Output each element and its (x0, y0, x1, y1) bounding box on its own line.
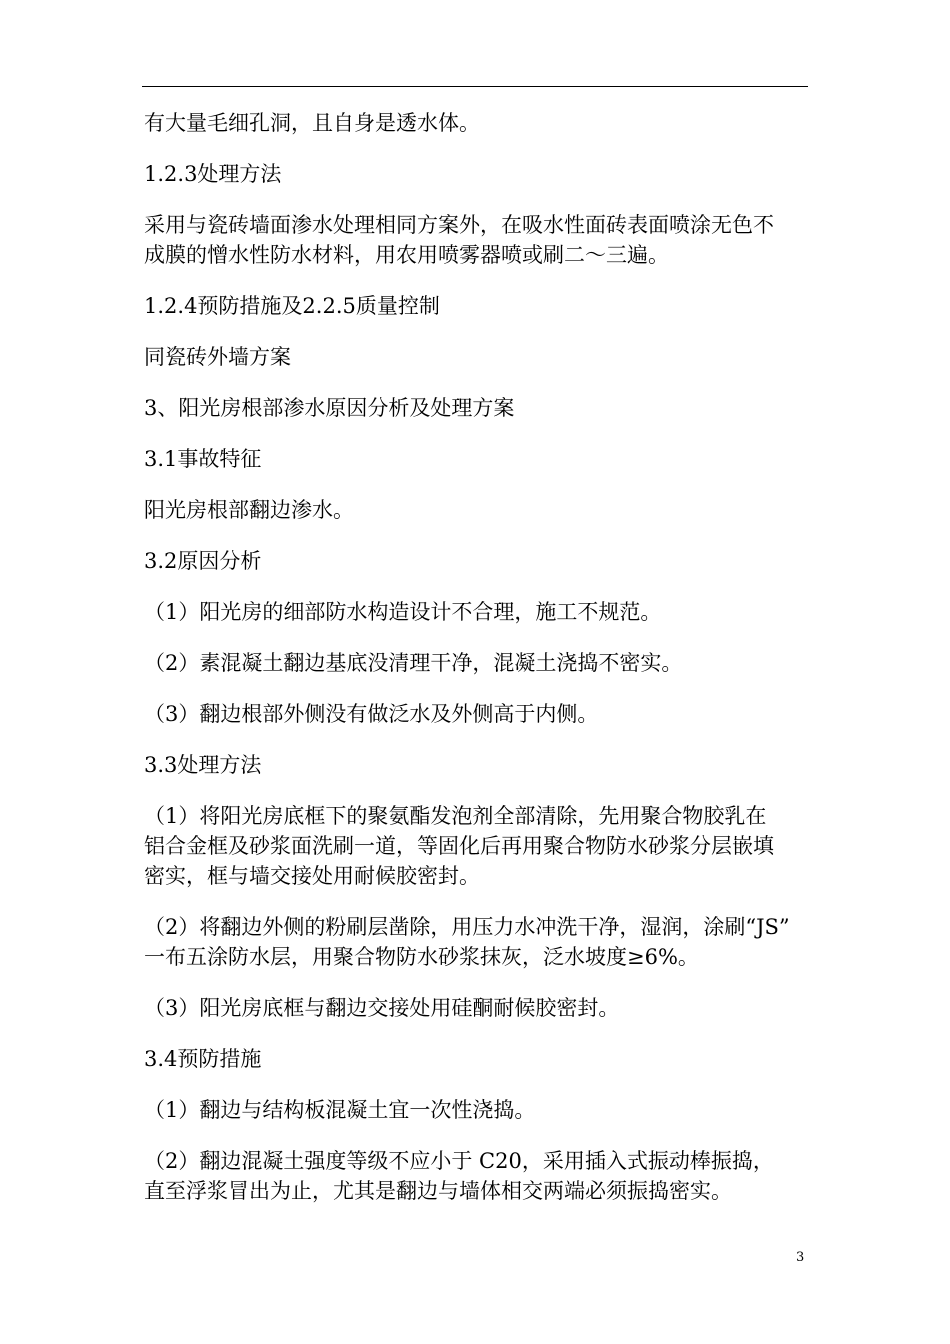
paragraph (144, 210, 812, 270)
text-line: 1.2.4预防措施及2.2.5质量控制 (144, 294, 440, 318)
list-item (144, 993, 812, 1023)
section-heading (144, 291, 812, 321)
text-line: 3.1事故特征 (144, 447, 262, 471)
text-line: 一布五涂防水层，用聚合物防水砂浆抹灰，泛水坡度≥6%。 (144, 945, 699, 969)
list-item (144, 1146, 812, 1206)
document-body (144, 108, 812, 1227)
text-line: 铝合金框及砂浆面洗刷一道，等固化后再用聚合物防水砂浆分层嵌填 (144, 834, 774, 858)
section-heading (144, 1044, 812, 1074)
text-line: 3.4预防措施 (144, 1047, 262, 1071)
section-heading (144, 546, 812, 576)
text-line: 3.2原因分析 (144, 549, 262, 573)
text-line: 成膜的憎水性防水材料，用农用喷雾器喷或刷二～三遍。 (144, 243, 669, 267)
text-line: 采用与瓷砖墙面渗水处理相同方案外，在吸水性面砖表面喷涂无色不 (144, 213, 774, 237)
text-line: （2）素混凝土翻边基底没清理干净，混凝土浇捣不密实。 (144, 651, 683, 675)
list-item (144, 912, 812, 972)
text-line: （1）翻边与结构板混凝土宜一次性浇捣。 (144, 1098, 536, 1122)
text-line: （3）翻边根部外侧没有做泛水及外侧高于内侧。 (144, 702, 599, 726)
list-item (144, 597, 812, 627)
text-line: （2）翻边混凝土强度等级不应小于 C20，采用插入式振动棒振捣， (144, 1149, 774, 1173)
section-heading (144, 393, 812, 423)
list-item (144, 648, 812, 678)
section-heading (144, 444, 812, 474)
header-rule (142, 86, 808, 87)
text-line: （3）阳光房底框与翻边交接处用硅酮耐候胶密封。 (144, 996, 620, 1020)
text-line: （1）阳光房的细部防水构造设计不合理，施工不规范。 (144, 600, 662, 624)
paragraph (144, 495, 812, 525)
text-line: 1.2.3处理方法 (144, 162, 282, 186)
text-line: 3、阳光房根部渗水原因分析及处理方案 (144, 396, 515, 420)
section-heading (144, 159, 812, 189)
text-line: 同瓷砖外墙方案 (144, 345, 291, 369)
list-item (144, 699, 812, 729)
list-item (144, 801, 812, 891)
section-heading (144, 750, 812, 780)
text-line: 直至浮浆冒出为止，尤其是翻边与墙体相交两端必须振捣密实。 (144, 1179, 732, 1203)
text-line: （1）将阳光房底框下的聚氨酯发泡剂全部清除，先用聚合物胶乳在 (144, 804, 767, 828)
list-item (144, 1095, 812, 1125)
text-line: 阳光房根部翻边渗水。 (144, 498, 354, 522)
text-line: 有大量毛细孔洞，且自身是透水体。 (144, 111, 480, 135)
text-line: （2）将翻边外侧的粉刷层凿除，用压力水冲洗干净，湿润，涂刷“JS” (144, 915, 790, 939)
text-line: 3.3处理方法 (144, 753, 262, 777)
paragraph (144, 342, 812, 372)
text-line: 密实，框与墙交接处用耐候胶密封。 (144, 864, 480, 888)
paragraph (144, 108, 812, 138)
page-number: 3 (796, 1250, 805, 1265)
